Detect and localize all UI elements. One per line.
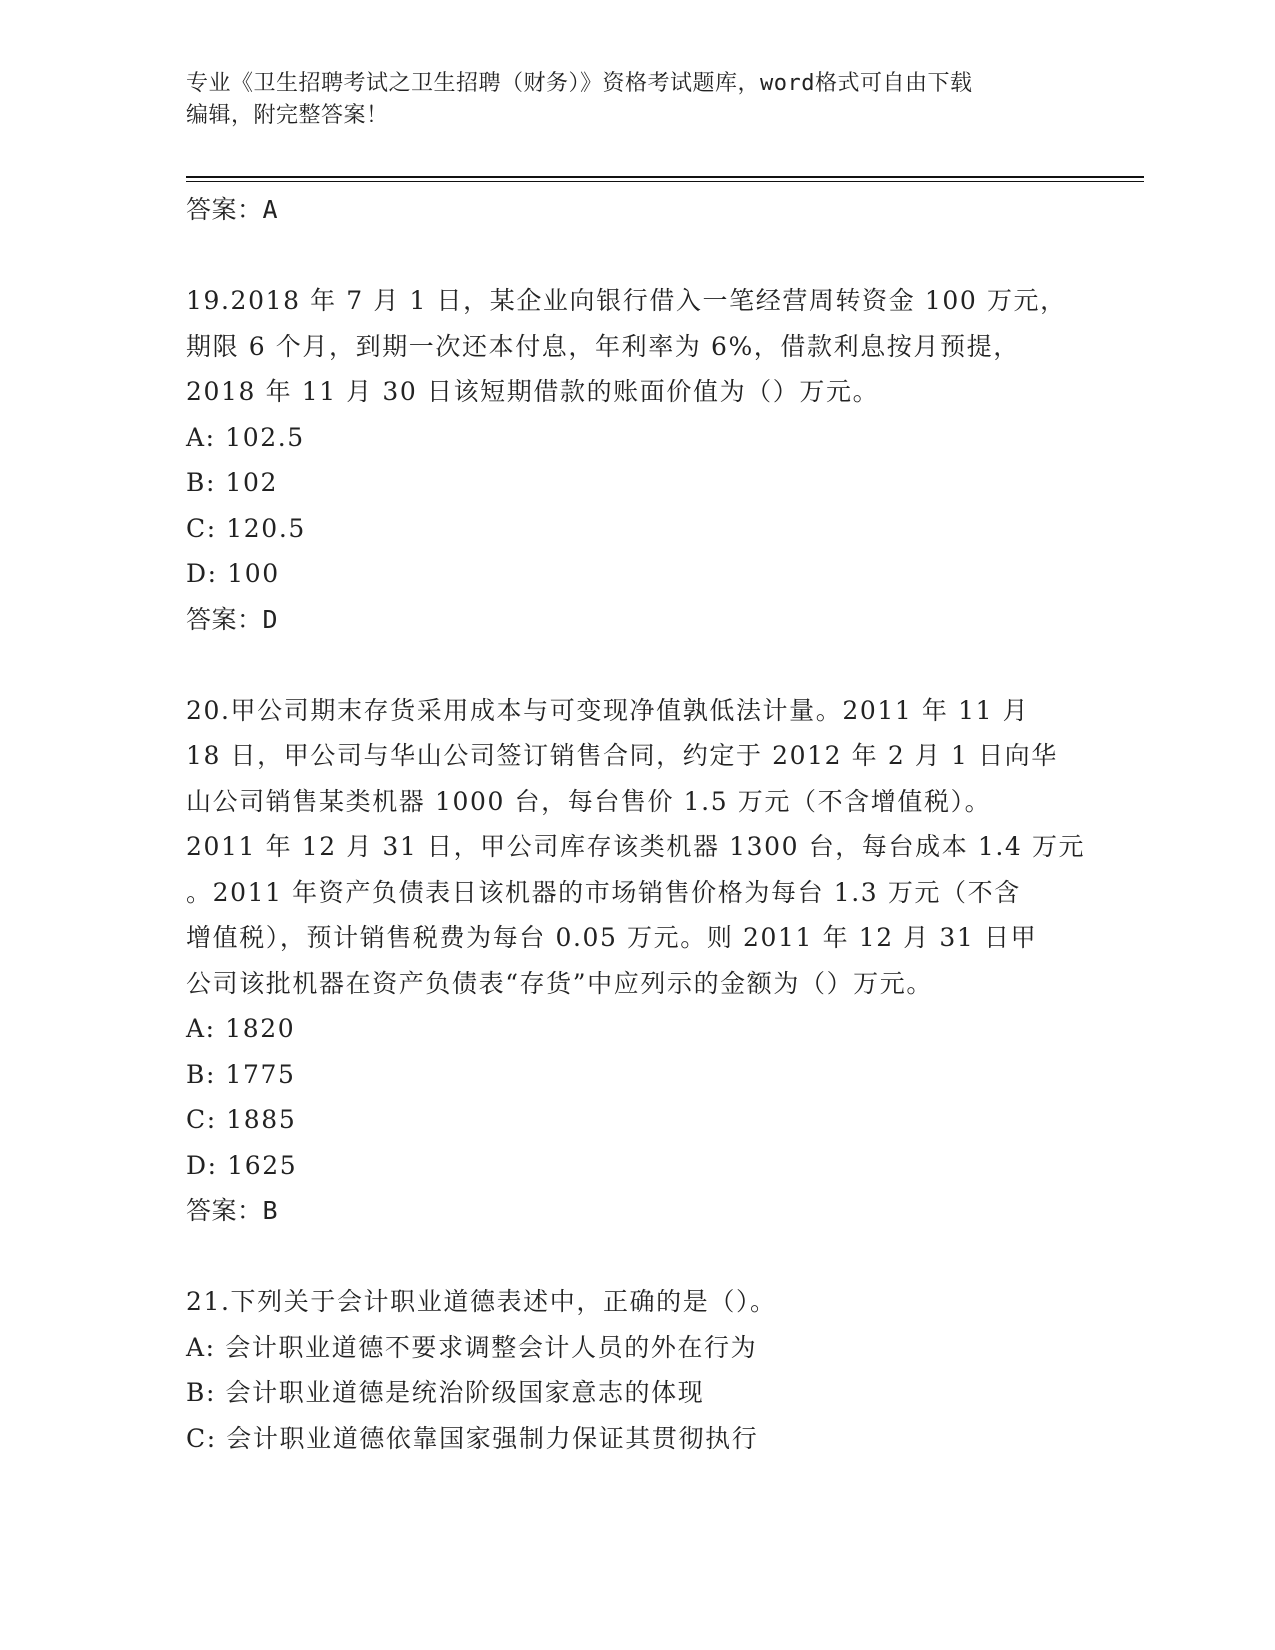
question-text-line: 。2011 年资产负债表日该机器的市场销售价格为每台 1.3 万元（不含 (186, 877, 1021, 907)
question-text-line: 20.甲公司期末存货采用成本与可变现净值孰低法计量。2011 年 11 月 (186, 695, 1030, 725)
question-21 (186, 1279, 1091, 1461)
header-line-1: 专业《卫生招聘考试之卫生招聘（财务）》资格考试题库，word格式可自由下载 (186, 71, 973, 96)
option-c: C: 1885 (186, 1105, 297, 1134)
header-line-2: 编辑，附完整答案！ (186, 103, 389, 128)
option-b: B: 102 (186, 468, 279, 497)
question-text-line: 增值税），预计销售税费为每台 0.05 万元。则 2011 年 12 月 31 日甲 (186, 923, 1038, 952)
option-a: A: 会计职业道德不要求调整会计人员的外在行为 (186, 1332, 758, 1362)
answer: 答案：D (186, 604, 279, 634)
spacer (186, 1234, 1091, 1280)
document-header (186, 68, 1086, 132)
header-rule-thick (186, 176, 1144, 178)
spacer (186, 642, 1091, 688)
question-text-line: 期限 6 个月，到期一次还本付息，年利率为 6%，借款利息按月预提， (186, 331, 1020, 361)
question-text-line: 19.2018 年 7 月 1 日，某企业向银行借入一笔经营周转资金 100 万元， (186, 286, 1067, 315)
question-text-line: 18 日，甲公司与华山公司签订销售合同，约定于 2012 年 2 月 1 日向华 (186, 741, 1058, 770)
question-19 (186, 278, 1091, 642)
option-c: C: 会计职业道德依靠国家强制力保证其贯彻执行 (186, 1423, 759, 1453)
question-text-line: 2018 年 11 月 30 日该短期借款的账面价值为（）万元。 (186, 377, 880, 406)
option-b: B: 会计职业道德是统治阶级国家意志的体现 (186, 1378, 705, 1407)
option-d: D: 100 (186, 559, 280, 588)
option-a: A: 1820 (186, 1014, 296, 1043)
question-text-line: 2011 年 12 月 31 日，甲公司库存该类机器 1300 台，每台成本 1.4 万元 (186, 832, 1086, 861)
question-20 (186, 688, 1091, 1234)
header-rule-thin (186, 181, 1144, 182)
spacer (186, 233, 1091, 279)
question-text-line: 山公司销售某类机器 1000 台，每台售价 1.5 万元（不含增值税）。 (186, 786, 992, 816)
document-body (186, 187, 1091, 1461)
answer: 答案：B (186, 1196, 279, 1225)
option-d: D: 1625 (186, 1150, 298, 1180)
option-a: A: 102.5 (186, 422, 305, 452)
question-text-line: 21.下列关于会计职业道德表述中，正确的是（）。 (186, 1287, 777, 1316)
option-b: B: 1775 (186, 1059, 296, 1089)
option-c: C: 120.5 (186, 513, 306, 543)
question-text-line: 公司该批机器在资产负债表“存货”中应列示的金额为（）万元。 (186, 968, 933, 998)
answer-previous: 答案：A (186, 195, 279, 224)
